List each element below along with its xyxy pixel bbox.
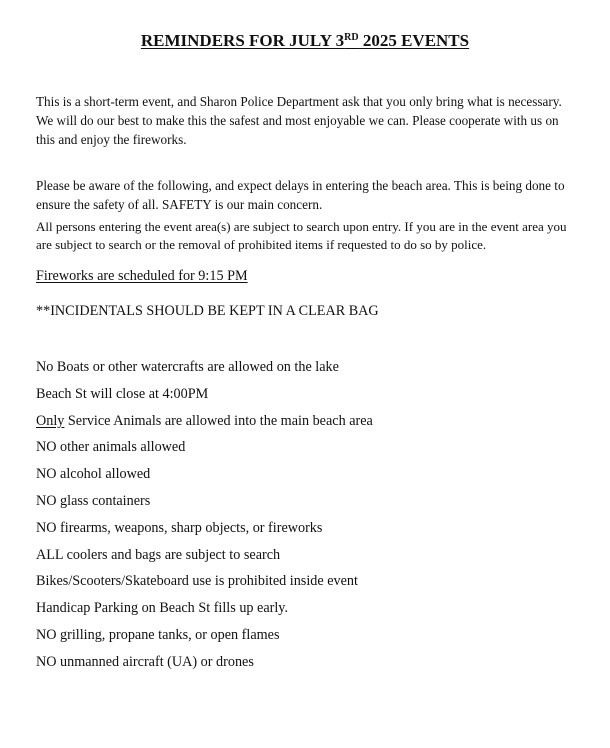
page-title bbox=[0, 31, 610, 51]
title-superscript: RD bbox=[344, 32, 359, 43]
rule-emphasis: Only bbox=[36, 412, 65, 429]
title-prefix: REMINDERS FOR JULY 3 bbox=[140, 31, 345, 50]
rule-item: Beach St will close at 4:00PM bbox=[36, 385, 209, 402]
rule-item: Handicap Parking on Beach St fills up early. bbox=[36, 600, 289, 617]
rule-item: No Boats or other watercrafts are allowed on the lake bbox=[36, 359, 339, 375]
incidentals-notice: **INCIDENTALS SHOULD BE KEPT IN A CLEAR BAG bbox=[36, 303, 379, 319]
search-paragraph: All persons entering the event area(s) are subject to search upon entry. If you are in the event area you are subject to search or the removal of prohibited items if requested to do so by police. bbox=[36, 219, 567, 252]
rule-item bbox=[36, 408, 373, 435]
rule-item: Bikes/Scooters/Skateboard use is prohibited inside event bbox=[36, 573, 358, 590]
delays-paragraph: Please be aware of the following, and expect delays in entering the beach area. This is being done to ensure the safety of all. SAFETY is our main concern. bbox=[36, 178, 565, 212]
rule-text: Service Animals are allowed into the main beach area bbox=[64, 412, 373, 429]
intro-paragraph: This is a short-term event, and Sharon Police Department ask that you only bring what is necessary. We will do our best to make this the safest and most enjoyable we can. Please cooperate with us on this and enjoy the fireworks. bbox=[36, 94, 562, 147]
rule-item: NO other animals allowed bbox=[36, 439, 186, 456]
rule-item: ALL coolers and bags are subject to search bbox=[36, 546, 281, 563]
rule-item: NO firearms, weapons, sharp objects, or fireworks bbox=[36, 519, 323, 536]
rule-item: NO glass containers bbox=[36, 492, 151, 509]
rule-item: NO unmanned aircraft (UA) or drones bbox=[36, 653, 254, 670]
rules-list bbox=[36, 354, 373, 676]
fireworks-notice: Fireworks are scheduled for 9:15 PM bbox=[36, 268, 248, 284]
rule-item: NO grilling, propane tanks, or open flames bbox=[36, 626, 280, 643]
rule-item: NO alcohol allowed bbox=[36, 466, 151, 483]
title-suffix: 2025 EVENTS bbox=[358, 31, 470, 50]
